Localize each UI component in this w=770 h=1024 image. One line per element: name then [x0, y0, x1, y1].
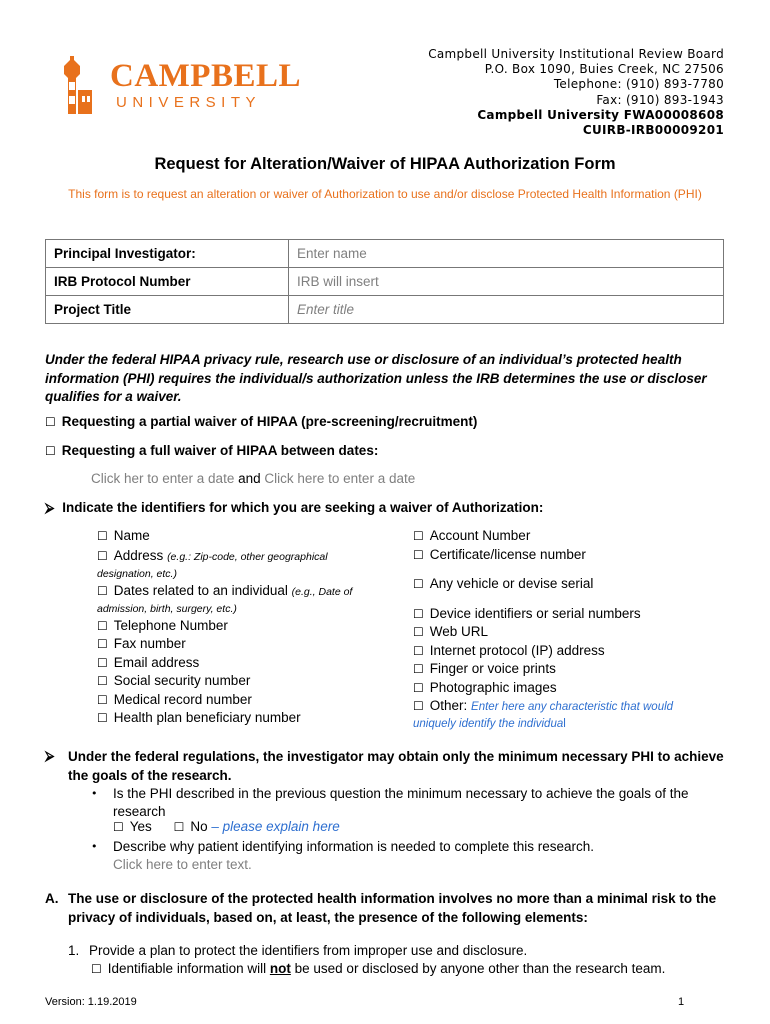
identifier-item: [97, 709, 397, 728]
campbell-logo: [58, 56, 318, 116]
identifiers-left-column: [97, 527, 397, 728]
identifier-label: Certificate/license number: [429, 546, 586, 562]
address-line: Telephone: (910) 893-7780: [553, 77, 724, 92]
yes-no-row: [113, 819, 340, 834]
identifier-label: Other:: [429, 698, 468, 713]
identifier-label: Any vehicle or devise serial: [429, 576, 594, 591]
identifiers-heading: [45, 500, 543, 516]
end-date-field[interactable]: Click here to enter a date: [264, 471, 416, 486]
item-1-number: 1.: [68, 943, 80, 958]
arrow-bullet-icon: ⮚: [45, 749, 55, 764]
identifier-label: Finger or voice prints: [429, 661, 556, 676]
table-row: [46, 240, 724, 268]
fwa-number: Campbell University FWA00008608: [477, 107, 724, 122]
identifier-item: [97, 583, 397, 617]
section-a-letter: A.: [45, 891, 59, 906]
table-row: [46, 268, 724, 296]
partial-waiver-option: [45, 414, 477, 429]
identifier-checkbox[interactable]: ☐: [413, 680, 424, 695]
minimum-necessary-heading: [45, 748, 725, 785]
identifier-label: Email address: [113, 654, 200, 670]
identifier-label: Device identifiers or serial numbers: [429, 605, 641, 621]
hipaa-intro-paragraph: Under the federal HIPAA privacy rule, research use or disclosure of an individual’s protected health information (PHI) requires the individual/s authorization unless the IRB determines the use or discloser qualifies for a waiver.: [45, 352, 707, 404]
yes-checkbox[interactable]: ☐: [113, 820, 124, 834]
no-disclosure-not: not: [269, 961, 291, 976]
date-and-label: and: [238, 471, 261, 486]
identifier-label: Name: [113, 528, 150, 543]
identifier-label: Health plan beneficiary number: [113, 710, 301, 725]
minimum-q1-text: Is the PHI described in the previous question the minimum necessary to achieve the goals of the research: [113, 786, 689, 819]
identifier-checkbox[interactable]: ☐: [413, 699, 424, 713]
address-line: P.O. Box 1090, Buies Creek, NC 27506: [484, 62, 724, 77]
bullet-icon: •: [91, 840, 98, 853]
minimum-q2: [91, 838, 721, 874]
identifier-item: [413, 575, 733, 594]
table-row: [46, 296, 724, 324]
identifiers-heading-text: Indicate the identifiers for which you are seeking a waiver of Authorization:: [62, 500, 544, 515]
full-waiver-checkbox[interactable]: ☐: [45, 444, 56, 458]
identifier-item: [413, 605, 733, 624]
irb-address-block: [428, 47, 724, 138]
identifier-note: (e.g.: Zip-code, other geographical: [167, 550, 328, 563]
identifier-item: [413, 698, 733, 732]
identifier-item: [97, 635, 397, 654]
identifier-label: Dates related to an individual: [113, 582, 288, 598]
project-title-field[interactable]: Enter title: [289, 296, 724, 324]
identifier-note: (e.g., Date of: [291, 585, 353, 598]
start-date-field[interactable]: Click her to enter a date: [91, 471, 235, 486]
section-a-text: The use or disclosure of the protected health information involves no more than a minimal risk to the privacy of individuals, based on, at least, the presence of the following elements:: [68, 891, 717, 925]
form-subtitle: This form is to request an alteration or waiver of Authorization to use and/or disclose Protected Health Information (PHI): [68, 187, 702, 201]
protocol-label: IRB Protocol Number: [46, 268, 289, 296]
identifier-checkbox[interactable]: ☐: [97, 529, 108, 543]
minimum-q1: [91, 785, 721, 821]
identifier-note: admission, birth, surgery, etc.): [97, 602, 237, 615]
identifier-checkbox[interactable]: ☐: [97, 711, 108, 725]
minimum-q2-text: Describe why patient identifying information is needed to complete this research.: [113, 839, 595, 854]
no-checkbox[interactable]: ☐: [173, 820, 185, 834]
bullet-icon: •: [91, 787, 98, 800]
pi-label: Principal Investigator:: [46, 240, 289, 268]
identifier-checkbox[interactable]: ☐: [97, 637, 108, 651]
identifier-item: [97, 527, 397, 546]
identifier-item: [413, 642, 733, 661]
identifiers-right-column: [413, 527, 733, 732]
identifier-checkbox[interactable]: ☐: [413, 577, 424, 591]
partial-waiver-label: Requesting a partial waiver of HIPAA (pre-screening/recruitment): [61, 414, 478, 429]
identifier-checkbox[interactable]: ☐: [413, 547, 424, 562]
project-title-label: Project Title: [46, 296, 289, 324]
identifier-label: Fax number: [113, 636, 186, 651]
identifier-label: Medical record number: [113, 691, 252, 707]
identifier-item: [413, 679, 733, 698]
yes-label: Yes: [129, 819, 152, 834]
identifier-checkbox[interactable]: ☐: [97, 548, 108, 563]
project-info-table: [45, 239, 724, 324]
irb-number: CUIRB-IRB00009201: [582, 123, 724, 138]
identifier-item: [413, 623, 733, 642]
logo-subtitle: UNIVERSITY: [116, 94, 262, 111]
identifier-label: Internet protocol (IP) address: [429, 642, 605, 658]
justification-text-field[interactable]: Click here to enter text.: [113, 857, 252, 872]
tower-icon: [58, 56, 102, 116]
identifier-checkbox[interactable]: ☐: [97, 583, 108, 598]
other-identifier-field[interactable]: Enter here any characteristic that would: [471, 701, 674, 713]
identifier-label: Account Number: [429, 528, 531, 543]
identifier-item: [97, 691, 397, 710]
identifier-checkbox[interactable]: ☐: [413, 643, 424, 658]
logo-wordmark: CAMPBELL: [110, 58, 302, 94]
other-identifier-field-tail: l: [563, 718, 566, 730]
identifier-label: Photographic images: [429, 679, 557, 695]
form-title: Request for Alteration/Waiver of HIPAA Authorization Form: [154, 155, 616, 173]
identifier-item: [97, 617, 397, 636]
no-disclosure-checkbox[interactable]: ☐: [91, 962, 102, 976]
other-identifier-field-cont[interactable]: uniquely identify the individua: [413, 718, 564, 730]
identifier-item: [413, 527, 733, 546]
identifier-note: designation, etc.): [97, 567, 177, 580]
identifier-checkbox[interactable]: ☐: [413, 662, 424, 676]
full-waiver-label: Requesting a full waiver of HIPAA between dates:: [61, 443, 379, 458]
date-range-row: [91, 471, 415, 486]
no-disclosure-pre: Identifiable information will: [107, 961, 267, 976]
identifier-checkbox[interactable]: ☐: [97, 618, 108, 633]
item-1: [68, 943, 527, 958]
minimum-necessary-text: Under the federal regulations, the investigator may obtain only the minimum necessary PHI to achieve the goals of the research.: [68, 749, 724, 783]
protocol-number-field[interactable]: IRB will insert: [289, 268, 724, 296]
section-a: [45, 889, 725, 927]
identifier-item: [413, 660, 733, 679]
full-waiver-option: [45, 443, 378, 458]
identifier-label: Social security number: [113, 673, 251, 688]
identifier-checkbox[interactable]: ☐: [97, 655, 108, 670]
identifier-checkbox[interactable]: ☐: [97, 674, 108, 688]
identifier-item: [97, 548, 397, 582]
identifier-item: [97, 672, 397, 691]
no-explain-field[interactable]: – please explain here: [211, 819, 340, 834]
address-line: Campbell University Institutional Review Board: [428, 47, 724, 61]
identifier-item: [413, 546, 733, 565]
partial-waiver-checkbox[interactable]: ☐: [45, 415, 56, 429]
identifier-checkbox[interactable]: ☐: [413, 625, 424, 639]
version-label: Version: 1.19.2019: [45, 996, 137, 1008]
pi-name-field[interactable]: Enter name: [289, 240, 724, 268]
identifier-label: Web URL: [429, 624, 489, 639]
address-line: Fax: (910) 893-1943: [596, 92, 724, 107]
identifier-checkbox[interactable]: ☐: [413, 606, 424, 621]
identifier-checkbox[interactable]: ☐: [413, 529, 424, 543]
item-1-check-row: [91, 961, 665, 976]
no-disclosure-post: be used or disclosed by anyone other than the research team.: [294, 961, 666, 976]
no-label: No: [190, 819, 208, 834]
arrow-bullet-icon: ⮚: [45, 501, 55, 516]
identifier-item: [97, 654, 397, 673]
identifier-checkbox[interactable]: ☐: [97, 692, 108, 707]
identifier-label: Telephone Number: [113, 617, 228, 633]
identifier-label: Address: [113, 547, 164, 563]
page-number: 1: [678, 996, 685, 1008]
item-1-text: Provide a plan to protect the identifiers from improper use and disclosure.: [89, 943, 528, 958]
